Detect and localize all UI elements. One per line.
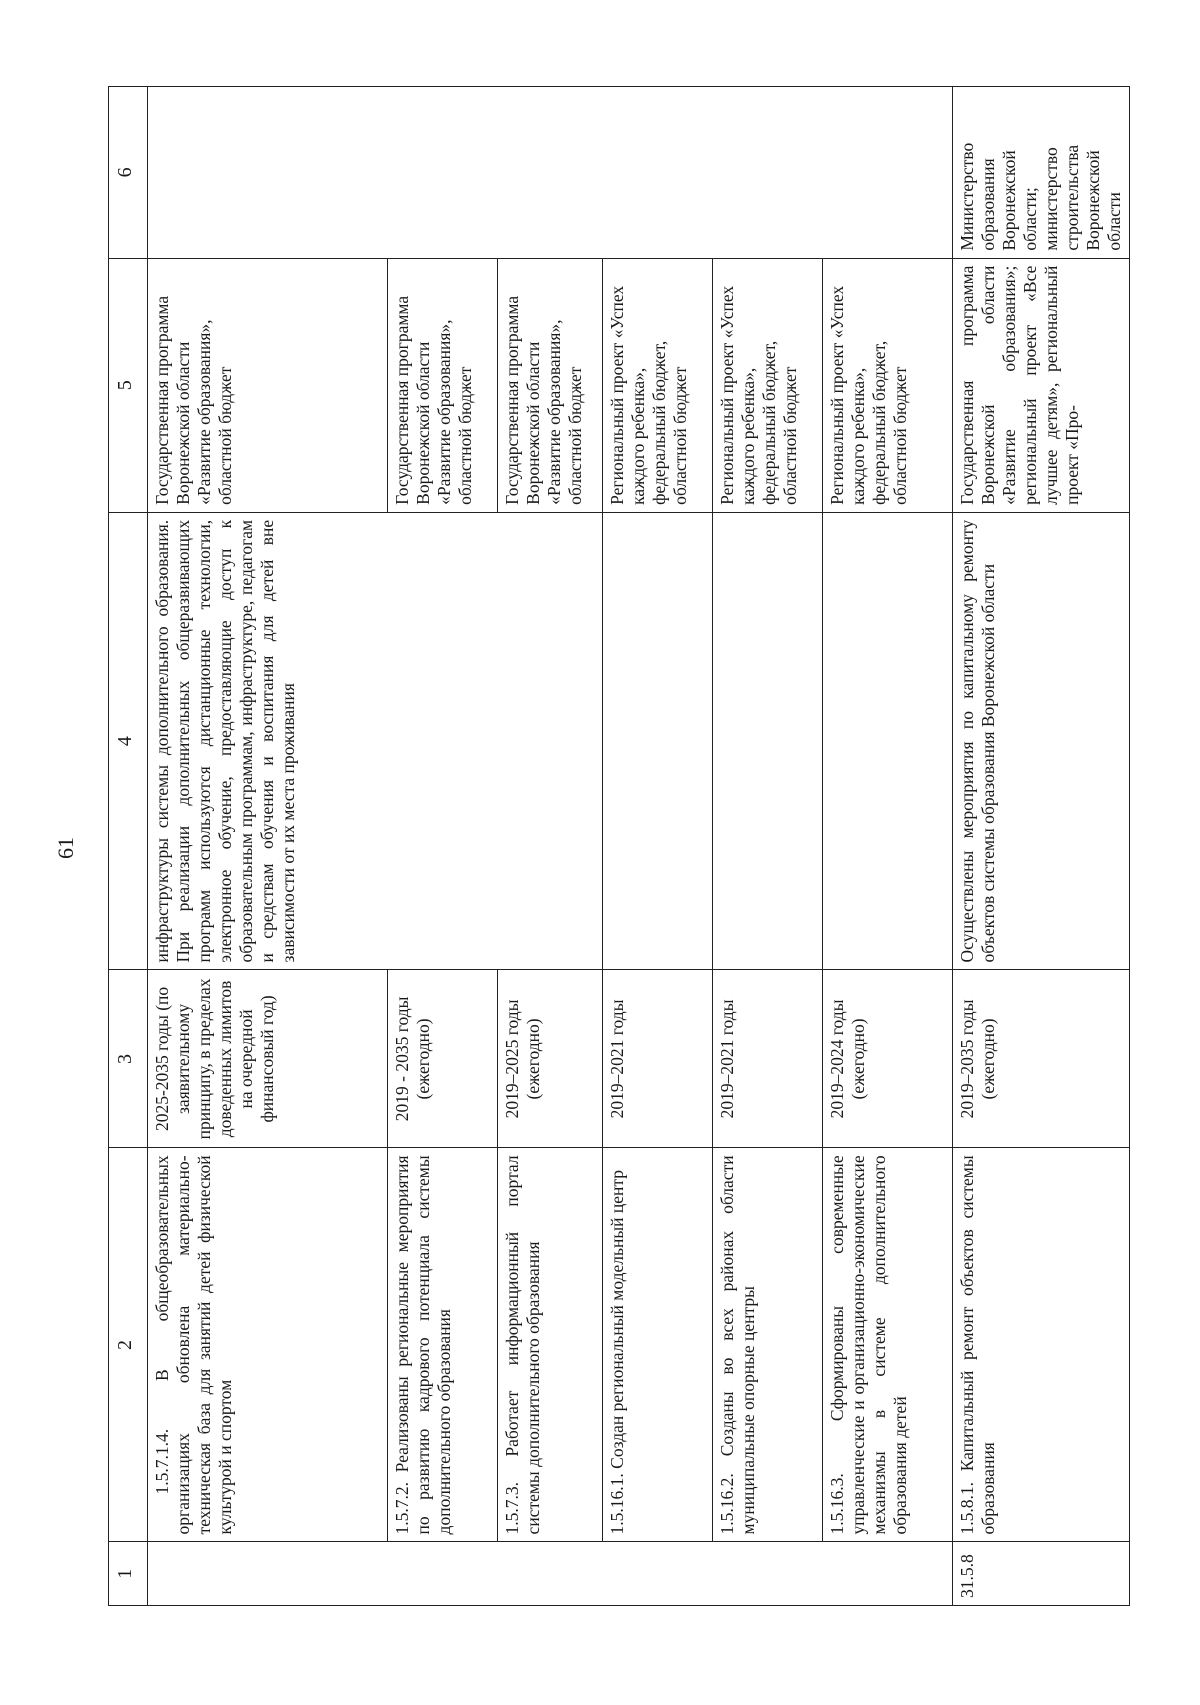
period-cell: 2019–2024 годы (ежегодно) — [823, 970, 953, 1148]
task-cell: 1.5.7.2. Реализованы региональные мероприятия по развитию кадрового потенциала системы дополнительного образования — [388, 1148, 498, 1542]
source-cell: Государственная программа Воронежской области «Развитие образования»; региональный проект «Все лучшее детям», региональный проект «Про- — [953, 258, 1130, 512]
header-col-2: 2 — [109, 1148, 148, 1542]
period-cell: 2019–2035 годы (ежегодно) — [953, 970, 1130, 1148]
header-col-5: 5 — [109, 258, 148, 512]
period-cell: 2025-2035 годы (по заявительному принципу, в пределах доведенных лимитов на очередной финансовый год) — [148, 970, 388, 1148]
source-cell: Государственная программа Воронежской области «Развитие образования», областной бюджет — [498, 258, 603, 512]
source-cell: Региональный проект «Успех каждого ребенка», федеральный бюджет, областной бюджет — [603, 258, 713, 512]
page-number: 61 — [53, 837, 78, 859]
empty-result-cell — [823, 512, 953, 970]
empty-result-cell — [603, 512, 713, 970]
source-cell: Региональный проект «Успех каждого ребенка», федеральный бюджет, областной бюджет — [823, 258, 953, 512]
result-cell: Осуществлены мероприятия по капитальному ремонту объектов системы образования Воронежской области — [953, 512, 1130, 970]
empty-result-cell — [713, 512, 823, 970]
row-number — [148, 1542, 953, 1606]
row-number: 31.5.8 — [953, 1542, 1130, 1606]
source-cell: Региональный проект «Успех каждого ребенка», федеральный бюджет, областной бюджет — [713, 258, 823, 512]
task-cell: 1.5.8.1. Капитальный ремонт объектов системы образования — [953, 1148, 1130, 1542]
header-row — [109, 87, 148, 1606]
table-row — [603, 87, 713, 1606]
plan-table — [108, 86, 1130, 1606]
result-cell: инфраструктуры системы дополнительного образования. При реализации дополнительных общеразвивающих программ используются дистанционные технологии, электронное обучение, предоставляющие доступ к образовательным программам, инфраструктуре, педагогам и средствам обучения и воспитания для детей вне зависимости от их места проживания — [148, 512, 603, 970]
period-cell: 2019–2021 годы — [603, 970, 713, 1148]
task-cell: 1.5.7.1.4. В общеобразовательных организациях обновлена материально-техническая база для занятий детей физической культурой и спортом — [148, 1148, 388, 1542]
source-cell: Государственная программа Воронежской области «Развитие образования», областной бюджет — [148, 258, 388, 512]
task-cell: 1.5.16.3. Сформированы современные управленческие и организационно-экономические механизмы в системе дополнительного образования детей — [823, 1148, 953, 1542]
period-cell: 2019 - 2035 годы (ежегодно) — [388, 970, 498, 1148]
table-row — [953, 87, 1130, 1606]
task-cell: 1.5.16.1. Создан региональный модельный центр — [603, 1148, 713, 1542]
executor-cell — [148, 87, 953, 259]
header-col-4: 4 — [109, 512, 148, 970]
table-row — [823, 87, 953, 1606]
task-cell: 1.5.16.2. Созданы во всех районах области муниципальные опорные центры — [713, 1148, 823, 1542]
header-col-6: 6 — [109, 87, 148, 259]
executor-cell: Министерство образования Воронежской области; министерство строительства Воронежской области — [953, 87, 1130, 259]
period-cell: 2019–2025 годы (ежегодно) — [498, 970, 603, 1148]
header-col-3: 3 — [109, 970, 148, 1148]
header-col-1: 1 — [109, 1542, 148, 1606]
task-cell: 1.5.7.3. Работает информационный портал системы дополнительного образования — [498, 1148, 603, 1542]
table-row — [148, 87, 388, 1606]
period-cell: 2019–2021 годы — [713, 970, 823, 1148]
table-container — [108, 86, 1124, 1606]
source-cell: Государственная программа Воронежской области «Развитие образования», областной бюджет — [388, 258, 498, 512]
table-row — [713, 87, 823, 1606]
